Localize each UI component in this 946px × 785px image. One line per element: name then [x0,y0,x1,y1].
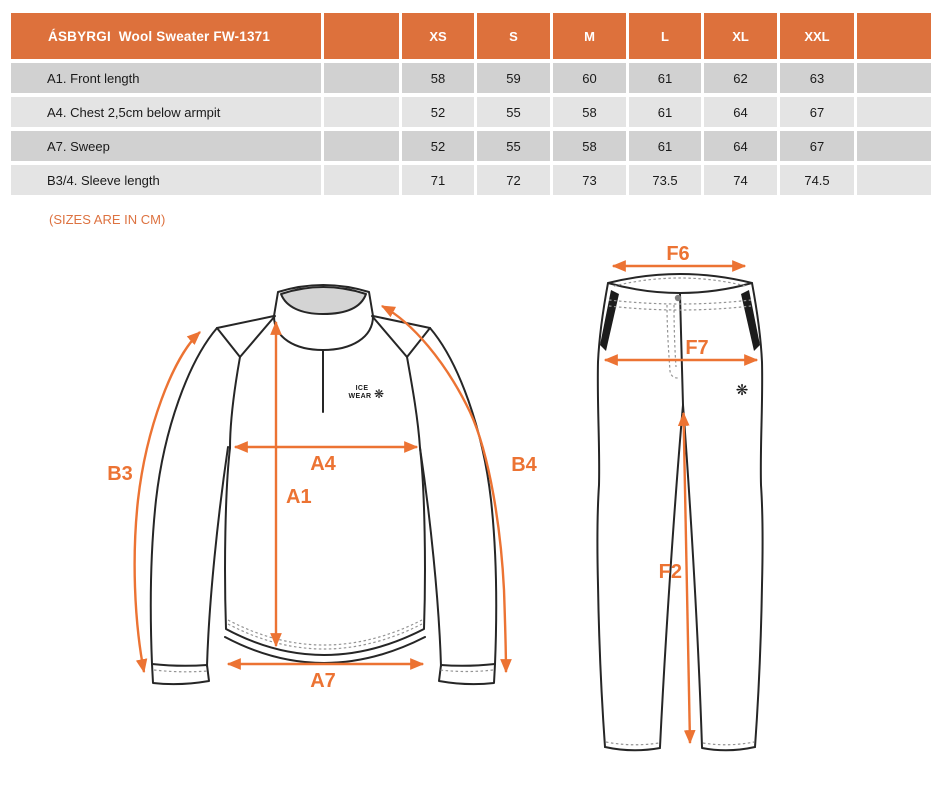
value-cell: 74.5 [780,165,854,195]
table-title: ÁSBYRGI Wool Sweater FW-1371 [11,13,321,59]
value-cell: 73 [553,165,626,195]
value-cell: 67 [780,131,854,161]
value-cell: 58 [402,63,474,93]
row-spacer-cell [857,165,931,195]
value-cell: 52 [402,97,474,127]
row-spacer-cell [324,165,399,195]
arrow-B3 [135,332,200,672]
value-cell: 63 [780,63,854,93]
icewear-logo [349,385,385,401]
value-cell: 64 [704,131,777,161]
pants-stitching [606,278,754,745]
sweater-diagram [90,250,560,700]
left-sleeve [151,328,217,664]
row-spacer-cell [857,131,931,161]
value-cell: 73.5 [629,165,701,195]
row-spacer-cell [324,63,399,93]
value-cell: 59 [477,63,550,93]
value-cell: 67 [780,97,854,127]
arrow-B4 [382,306,506,672]
size-header-l: L [629,13,701,59]
pants-outline [597,274,762,750]
label-F6: F6 [666,245,690,265]
pants-diagram [580,245,780,765]
size-header-m: M [553,13,626,59]
logo-line2: WEAR [348,393,372,400]
logo-line1: ICE [355,385,369,392]
label-F7: F7 [685,337,709,359]
row-label: A4. Chest 2,5cm below armpit [11,97,321,127]
value-cell: 71 [402,165,474,195]
label-A1: A1 [286,486,312,508]
label-A7: A7 [310,670,336,692]
label-A4: A4 [310,453,336,475]
value-cell: 61 [629,97,701,127]
sweater-outline [151,285,496,684]
size-header-xxl: XXL [780,13,854,59]
value-cell: 74 [704,165,777,195]
value-cell: 72 [477,165,550,195]
row-spacer-cell [857,63,931,93]
size-header-xs: XS [402,13,474,59]
value-cell: 61 [629,131,701,161]
label-B4: B4 [511,454,537,476]
row-spacer-cell [324,131,399,161]
size-header-xl: XL [704,13,777,59]
header-spacer-cell [857,13,931,59]
snowflake-icon: ❋ [735,381,749,399]
row-spacer-cell [857,97,931,127]
value-cell: 52 [402,131,474,161]
row-label: A1. Front length [11,63,321,93]
value-cell: 55 [477,131,550,161]
snowflake-icon: ❋ [373,387,385,401]
value-cell: 64 [704,97,777,127]
value-cell: 62 [704,63,777,93]
value-cell: 58 [553,97,626,127]
size-table [11,13,931,195]
row-spacer-cell [324,97,399,127]
label-B3: B3 [107,463,133,485]
units-note: (SIZES ARE IN CM) [49,212,166,227]
header-spacer-cell [324,13,399,59]
value-cell: 55 [477,97,550,127]
waist-button [675,295,681,301]
row-label: A7. Sweep [11,131,321,161]
size-header-s: S [477,13,550,59]
value-cell: 58 [553,131,626,161]
row-label: B3/4. Sleeve length [11,165,321,195]
right-sleeve [430,328,496,664]
label-F2: F2 [658,561,682,583]
value-cell: 60 [553,63,626,93]
value-cell: 61 [629,63,701,93]
